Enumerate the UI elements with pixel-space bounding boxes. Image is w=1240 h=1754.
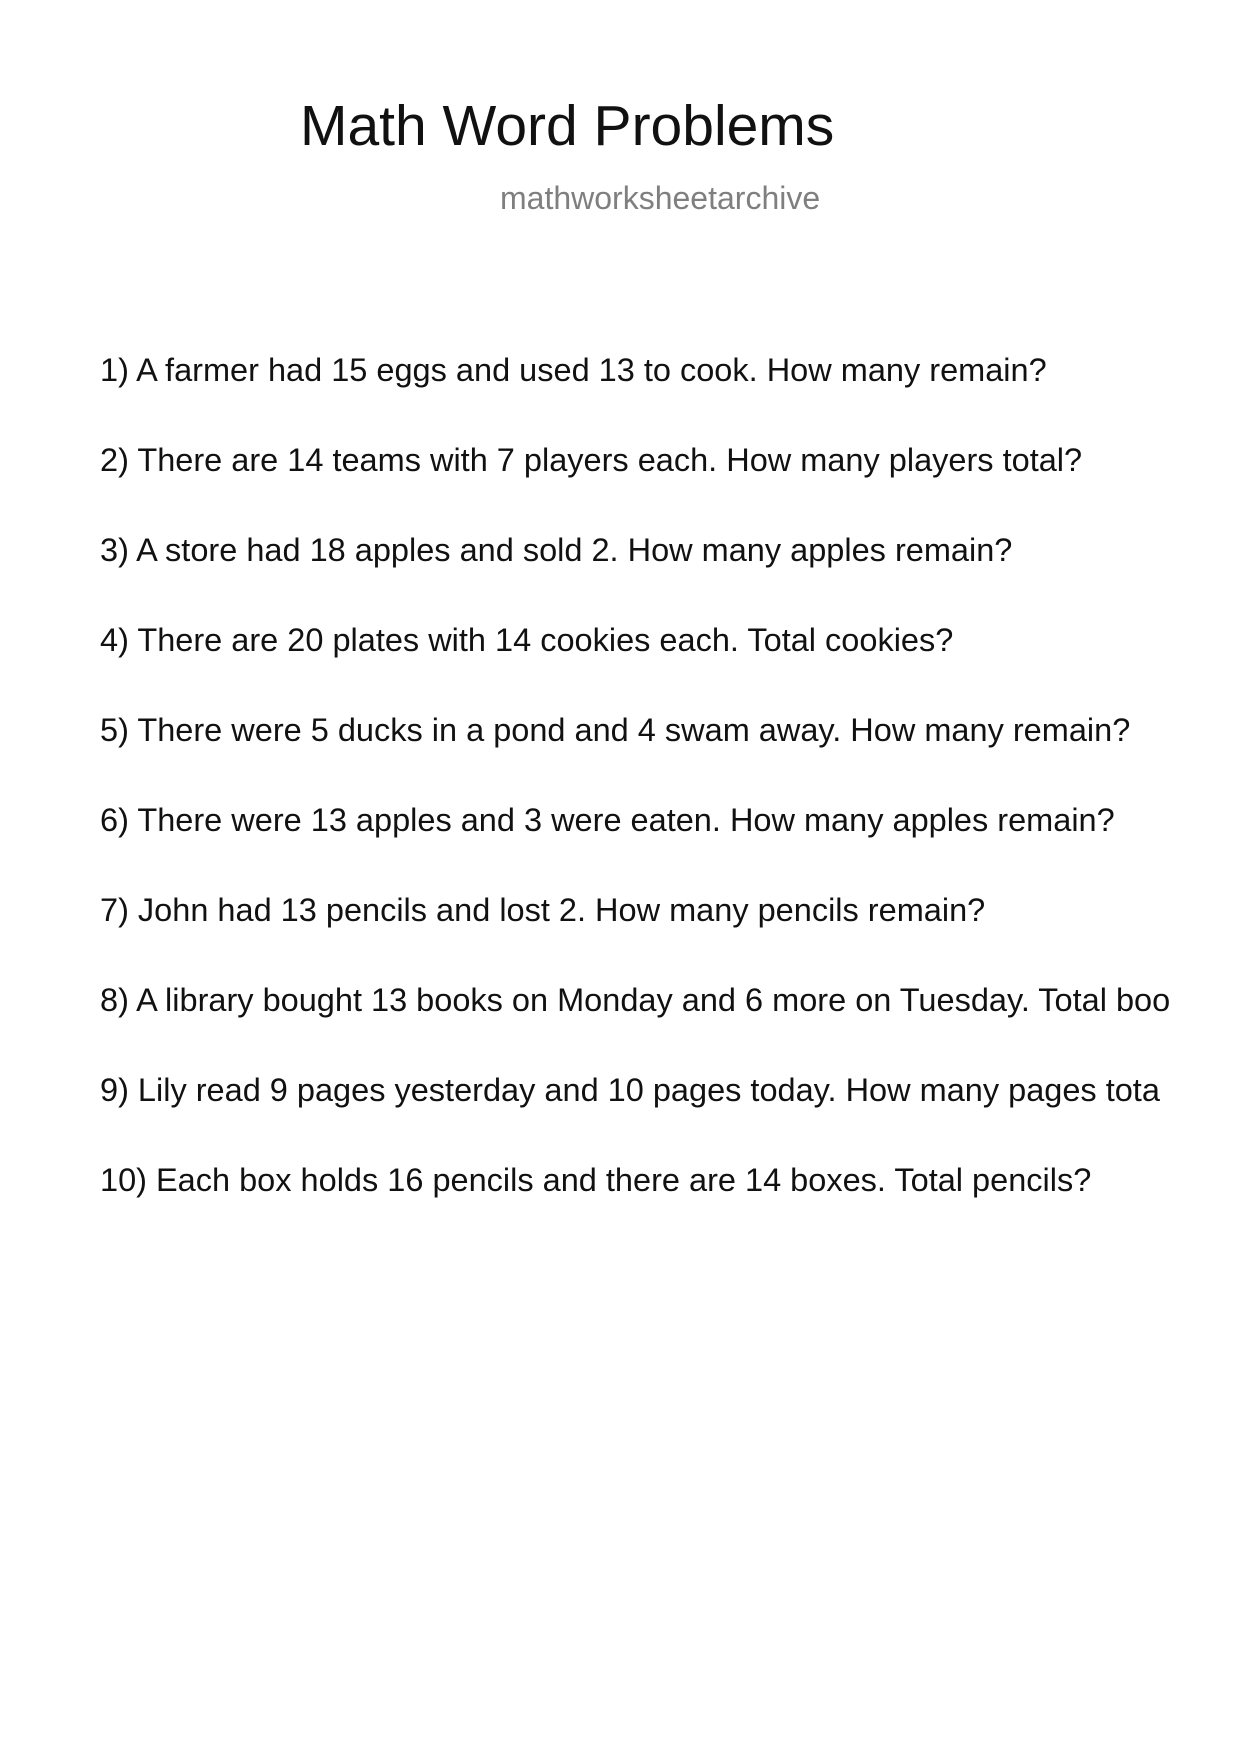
problem-item: 8) A library bought 13 books on Monday and 6 more on Tuesday. Total boo	[100, 982, 1171, 1018]
problem-item: 9) Lily read 9 pages yesterday and 10 pages today. How many pages tota	[100, 1072, 1160, 1108]
problem-item: 1) A farmer had 15 eggs and used 13 to cook. How many remain?	[100, 352, 1047, 388]
problem-item: 10) Each box holds 16 pencils and there are 14 boxes. Total pencils?	[100, 1162, 1092, 1198]
problem-item: 2) There are 14 teams with 7 players each. How many players total?	[100, 442, 1083, 478]
problem-item: 4) There are 20 plates with 14 cookies each. Total cookies?	[100, 622, 954, 658]
problem-item: 7) John had 13 pencils and lost 2. How many pencils remain?	[100, 892, 986, 928]
worksheet-subtitle: mathworksheetarchive	[500, 180, 821, 216]
problem-item: 3) A store had 18 apples and sold 2. How many apples remain?	[100, 532, 1013, 568]
problem-item: 5) There were 5 ducks in a pond and 4 swam away. How many remain?	[100, 712, 1131, 748]
problem-item: 6) There were 13 apples and 3 were eaten. How many apples remain?	[100, 802, 1115, 838]
worksheet-title: Math Word Problems	[300, 94, 835, 158]
problem-list	[100, 351, 1240, 1251]
